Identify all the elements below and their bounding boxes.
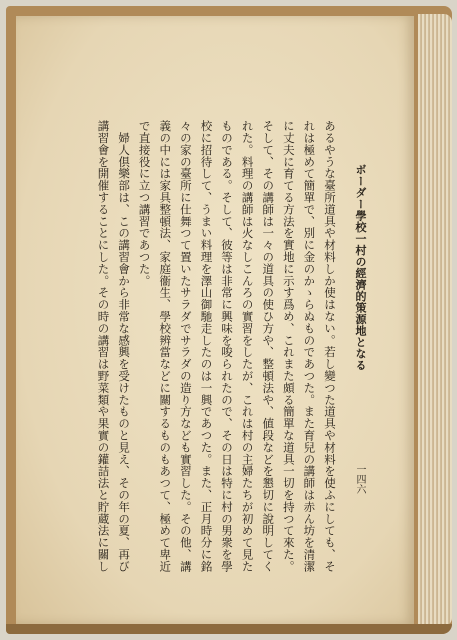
text-column: 校に招待して、うまい料理を澤山御馳走したのは一興であつた。また、正月時分に銘: [199, 120, 214, 573]
body-text: [62, 120, 340, 614]
text-column: 婦人倶樂部は、この講習會から非常な感興を受けたものと見え、その年の夏、再び: [117, 120, 132, 573]
text-column: 々の家の臺所に仕舞つて置いたサラダでサラダの造り方なども實習した。その他、講: [178, 120, 193, 573]
text-column: 義の中には家具整頓法、家庭衞生、學校辨當などに關するものもあつて、極めて卑近: [158, 120, 173, 573]
text-column: ものである。そして、彼等は非常に興味を唆られたので、その日は特に村の男衆を學: [220, 120, 235, 573]
book: [6, 6, 452, 634]
text-column: で直接役に立つ講習であつた。: [137, 120, 152, 287]
text-column: 講習會を開催することにした。その時の講習は野菜類や果實の鑵詰法と貯蔵法に關し: [96, 120, 111, 573]
text-column: れは極めて簡單で、別に金のかゝらぬものであつた。また育兒の講師は赤ん坊を清潔: [302, 120, 317, 573]
text-column: れた。料理の講師は火なしこんろの實習をしたが、これは村の主婦たちが初めて見た: [240, 120, 255, 573]
page-number: 一四六: [354, 464, 365, 494]
page-edges: [418, 14, 452, 626]
text-column: あるやうな臺所道具や材料しか使はない。若し變つた道具や材料を使ふにしても、そ: [323, 120, 337, 573]
book-cover-edge: [6, 624, 452, 634]
text-column: そして、その講師は一々の道具の使ひ方や、整頓法や、値段などを懇切に說明してく: [261, 120, 276, 573]
book-page: [16, 16, 414, 624]
running-header: ボーダー學校一村の經濟的策源地となる: [354, 164, 367, 371]
text-column: に丈夫に育てる方法を實地に示す爲め、これまた頗る簡單な道具一切を持つて來た。: [281, 120, 296, 573]
